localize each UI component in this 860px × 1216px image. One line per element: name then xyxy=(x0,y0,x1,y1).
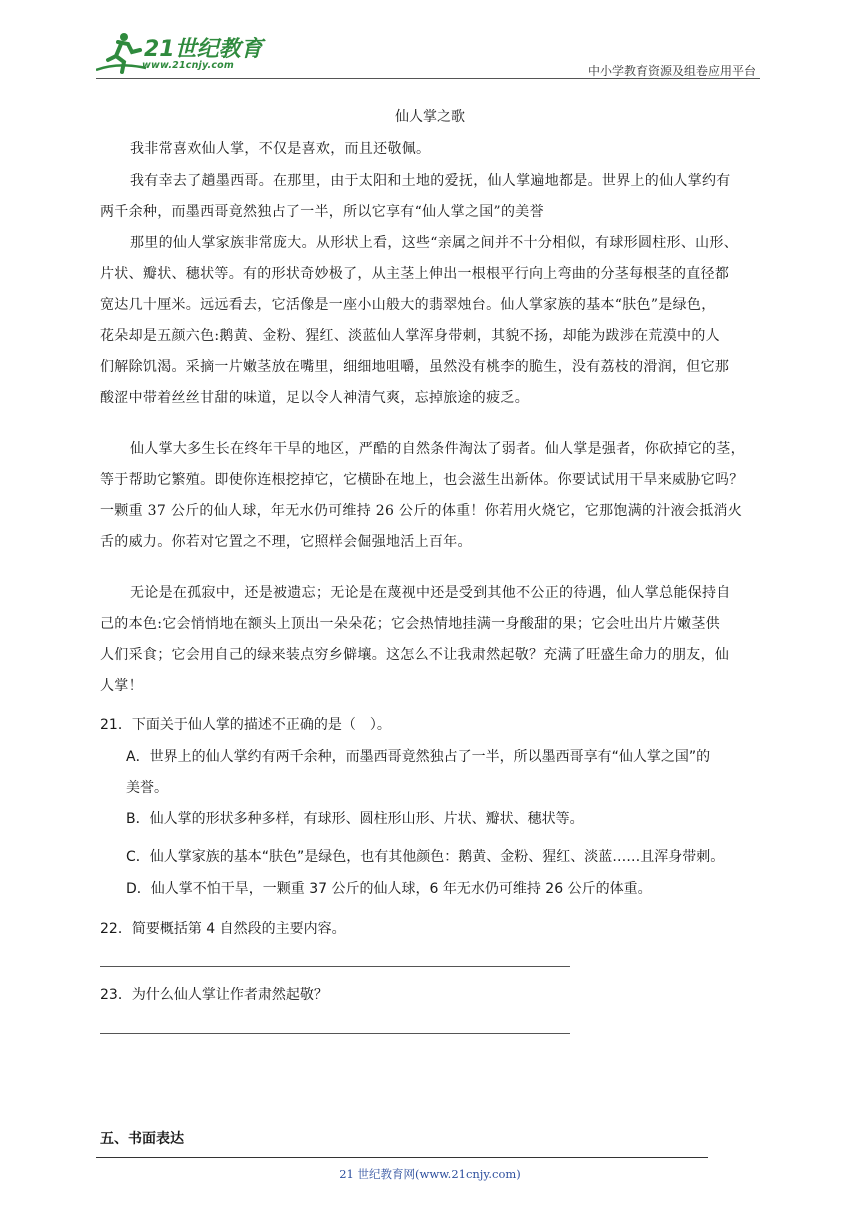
paragraph-line: 酸涩中带着丝丝甘甜的味道，足以令人神清气爽，忘掉旅途的疲乏。 xyxy=(100,390,529,406)
option-line: 美誉。 xyxy=(126,780,168,796)
article-title: 仙人掌之歌 xyxy=(395,109,465,125)
question-22: 22．简要概括第 4 自然段的主要内容。 xyxy=(100,921,346,937)
logo-text: 21世纪教育 xyxy=(144,37,263,62)
question-21: 21．下面关于仙人掌的描述不正确的是（ ）。 xyxy=(100,717,391,733)
question-23: 23．为什么仙人掌让作者肃然起敬？ xyxy=(100,987,328,1003)
option-line: A．世界上的仙人掌约有两千余种，而墨西哥竟然独占了一半，所以墨西哥享有“仙人掌之国”的 xyxy=(126,749,711,765)
option-B[interactable] xyxy=(126,804,766,835)
paragraph-line: 两千余种，而墨西哥竟然独占了一半，所以它享有“仙人掌之国”的美誉 xyxy=(100,204,544,220)
paragraph-line: 一颗重 37 公斤的仙人球，年无水仍可维持 26 公斤的体重！你若用火烧它，它那饱满的汁液会抵消火 xyxy=(100,503,743,519)
paragraph-line: 舌的威力。你若对它置之不理，它照样会倔强地活上百年。 xyxy=(100,534,472,550)
article-paragraph xyxy=(100,134,766,165)
runner-logo-icon xyxy=(96,30,148,76)
paragraph-line: 我非常喜欢仙人掌，不仅是喜欢，而且还敬佩。 xyxy=(130,141,431,157)
paragraph-line: 无论是在孤寂中，还是被遗忘；无论是在蔑视中还是受到其他不公正的待遇，仙人掌总能保持自 xyxy=(130,585,731,601)
paragraph-line: 那里的仙人掌家族非常庞大。从形状上看，这些“亲属之间并不十分相似，有球形圆柱形、山形、 xyxy=(130,235,739,251)
paragraph-line: 人掌！ xyxy=(100,678,143,694)
logo xyxy=(96,30,266,76)
paragraph-line: 我有幸去了趟墨西哥。在那里，由于太阳和土地的爱抚，仙人掌遍地都是。世界上的仙人掌约有 xyxy=(130,173,731,189)
paragraph-line: 己的本色:它会悄悄地在额头上顶出一朵朵花；它会热情地挂满一身酸甜的果；它会吐出片片嫩茎供 xyxy=(100,616,720,632)
option-D[interactable] xyxy=(126,874,766,905)
option-line: D．仙人掌不怕干旱，一颗重 37 公斤的仙人球，6 年无水仍可维持 26 公斤的体重。 xyxy=(126,881,652,897)
article-paragraph xyxy=(100,228,766,414)
option-line: C．仙人掌家族的基本“肤色”是绿色，也有其他颜色：鹅黄、金粉、猩红、淡蓝……且浑身带刺。 xyxy=(126,849,725,865)
answer-line-23[interactable] xyxy=(100,1033,570,1034)
article-paragraph xyxy=(100,166,766,228)
page-header xyxy=(96,30,760,80)
logo-url: www.21cnjy.com xyxy=(142,60,234,71)
platform-name: 中小学教育资源及组卷应用平台 xyxy=(587,64,756,78)
footer-text: 21 世纪教育网(www.21cnjy.com) xyxy=(339,1167,521,1181)
option-line: B．仙人掌的形状多种多样，有球形、圆柱形山形、片状、瓣状、穗状等。 xyxy=(126,811,584,827)
paragraph-line: 仙人掌大多生长在终年干旱的地区，严酷的自然条件淘汰了弱者。仙人掌是强者，你砍掉它的茎， xyxy=(130,441,745,457)
paragraph-line: 人们采食；它会用自己的绿来装点穷乡僻壤。这怎么不让我肃然起敬？充满了旺盛生命力的朋友，仙 xyxy=(100,647,730,663)
option-A[interactable] xyxy=(126,742,766,804)
article-paragraph xyxy=(100,434,766,558)
paragraph-line: 们解除饥渴。采摘一片嫩茎放在嘴里，细细地咀嚼，虽然没有桃李的脆生，没有荔枝的滑润，但它那 xyxy=(100,359,730,375)
header-divider xyxy=(96,78,760,79)
paragraph-line: 花朵却是五颜六色:鹅黄、金粉、猩红、淡蓝仙人掌浑身带刺，其貌不扬，却能为跋涉在荒漠中的人 xyxy=(100,328,720,344)
paragraph-line: 宽达几十厘米。远远看去，它活像是一座小山般大的翡翠烛台。仙人掌家族的基本“肤色”是绿色， xyxy=(100,297,716,313)
article-paragraph xyxy=(100,578,766,702)
paragraph-line: 等于帮助它繁殖。即使你连根挖掉它，它横卧在地上，也会滋生出新体。你要试试用干旱来威胁它吗？ xyxy=(100,472,744,488)
footer-divider xyxy=(96,1157,708,1158)
paragraph-line: 片状、瓣状、穗状等。有的形状奇妙极了，从主茎上伸出一根根平行向上弯曲的分茎每根茎的直径都 xyxy=(100,266,730,282)
answer-line-22[interactable] xyxy=(100,966,570,967)
option-C[interactable] xyxy=(126,842,766,873)
section-title: 五、书面表达 xyxy=(100,1131,184,1147)
